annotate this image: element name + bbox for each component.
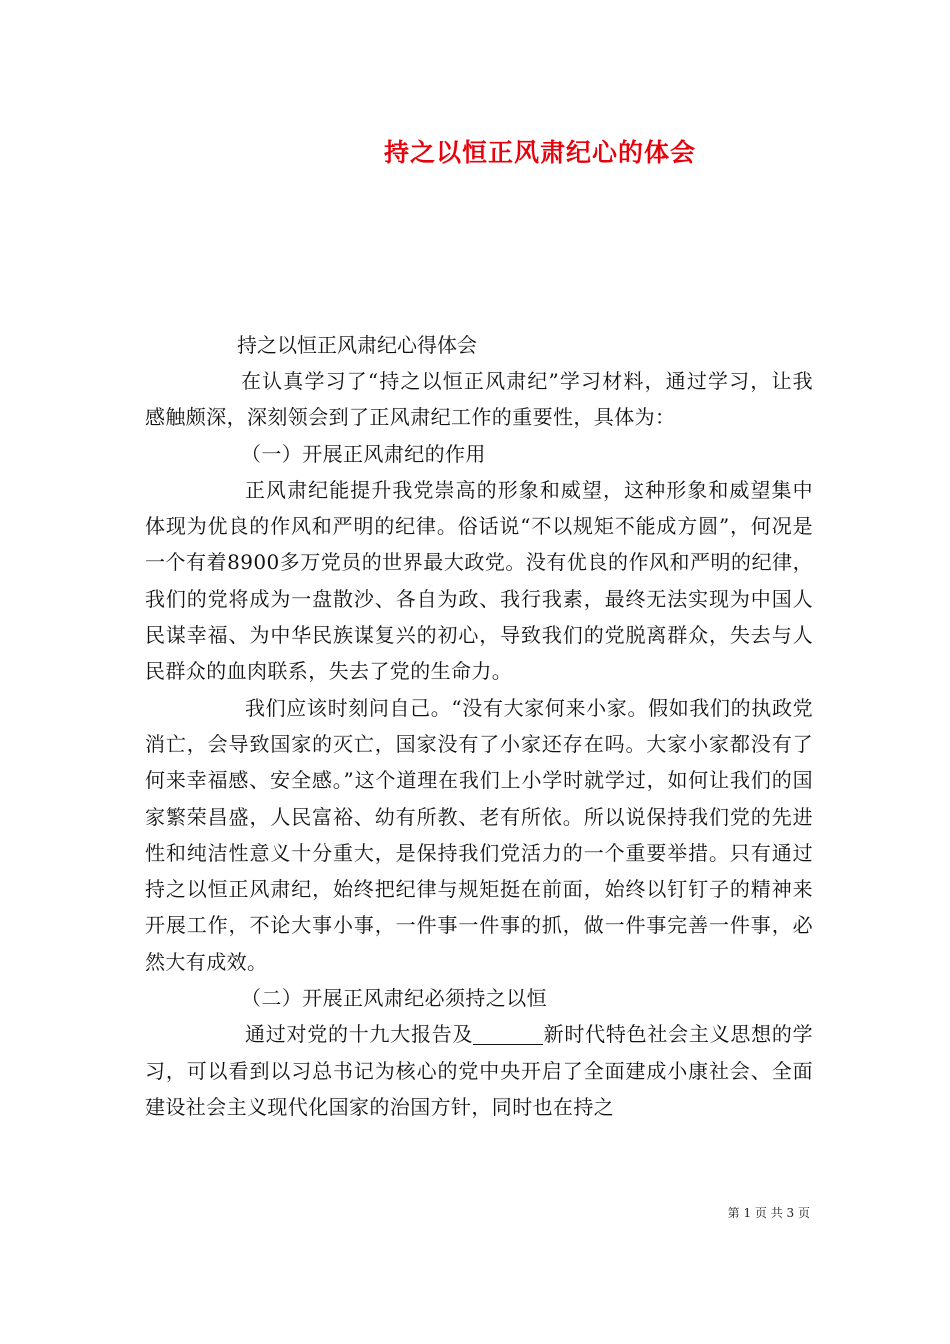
section-1-paragraph-1: 正风肃纪能提升我党崇高的形象和威望，这种形象和威望集中体现为优良的作风和严明的纪律。俗话说“不以规矩不能成方圆”，何况是一个有着8900多万党员的世界最大政党。没有优良的作风和严明的纪律，我们的党将成为一盘散沙、各自为政、我行我素，最终无法实现为中国人民谋幸福、为中华民族谋复兴的初心，导致我们的党脱离群众，失去与人民群众的血肉联系，失去了党的生命力。 — [145, 477, 813, 684]
section-2-paragraph-1 — [145, 1016, 813, 1125]
intro-paragraph: 在认真学习了“持之以恒正风肃纪”学习材料，通过学习，让我感触颇深，深刻领会到了正风肃纪工作的重要性，具体为： — [145, 369, 813, 430]
document-body — [145, 363, 813, 1125]
section-2-paragraph-1-start: 通过对党的十九大报告及 — [245, 1022, 474, 1047]
document-subtitle: 持之以恒正风肃纪心得体会 — [237, 333, 477, 357]
blank-underline — [473, 1022, 543, 1045]
section-1-paragraph-2: 我们应该时刻问自己。“没有大家何来小家。假如我们的执政党消亡，会导致国家的灭亡，国家没有了小家还存在吗。大家小家都没有了何来幸福感、安全感。”这个道理在我们上小学时就学过，如何让我们的国家繁荣昌盛，人民富裕、幼有所教、老有所依。所以说保持我们党的先进性和纯洁性意义十分重大，是保持我们党活力的一个重要举措。只有通过持之以恒正风肃纪，始终把纪律与规矩挺在前面，始终以钉钉子的精神来开展工作，不论大事小事，一件事一件事的抓，做一件事完善一件事，必然大有成效。 — [145, 695, 813, 974]
section-2-paragraph-1-end: 新时代特色社会主义思想的学习，可以看到以习总书记为核心的党中央开启了全面建成小康社会、全面建设社会主义现代化国家的治国方针，同时也在持之 — [145, 1022, 813, 1119]
section-2-heading: （二）开展正风肃纪必须持之以恒 — [241, 986, 547, 1011]
page-number: 第 1 页 共 3 页 — [727, 1206, 810, 1220]
document-title: 持之以恒正风肃纪心的体会 — [383, 138, 696, 167]
section-1-heading: （一）开展正风肃纪的作用 — [241, 441, 486, 466]
